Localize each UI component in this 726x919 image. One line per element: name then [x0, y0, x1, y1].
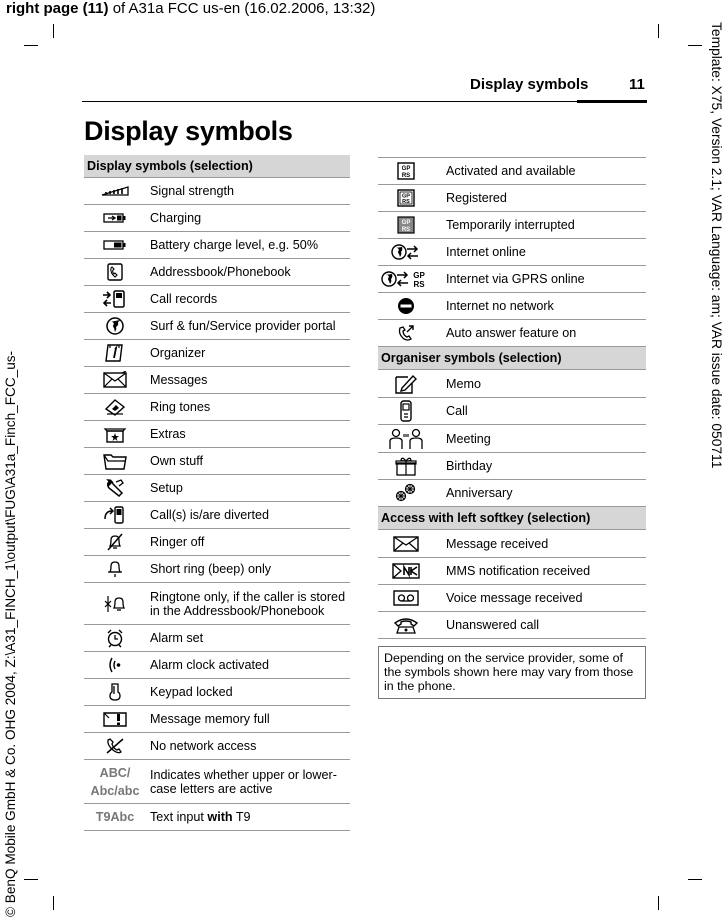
mms-notification-icon [378, 563, 434, 579]
table-row [378, 320, 646, 347]
table-row [84, 340, 350, 367]
page-title: Display symbols [84, 116, 293, 146]
row-label: Unanswered call [446, 618, 540, 632]
call-icon [378, 400, 434, 422]
row-label: Activated and available [446, 164, 576, 178]
print-meta: right page (11) of A31a FCC us-en (16.02.2006, 13:32) [6, 0, 376, 17]
row-label [146, 810, 350, 824]
row-label: Charging [150, 211, 202, 225]
row-label: Signal strength [150, 184, 235, 198]
table-row [378, 480, 646, 507]
section-header: Access with left softkey (selection) [378, 507, 646, 530]
table-row [378, 212, 646, 239]
table-row [378, 530, 646, 558]
svg-text:GP: GP [401, 220, 411, 226]
table-row [84, 367, 350, 394]
row-label: Keypad locked [150, 685, 233, 699]
table-row [378, 398, 646, 425]
table-row [84, 804, 350, 831]
row-label: Surf & fun/Service provider portal [150, 319, 336, 333]
memo-icon [378, 373, 434, 395]
table-row [378, 370, 646, 398]
svg-text:GP: GP [413, 271, 425, 280]
organizer-icon [84, 343, 146, 363]
row-label: Internet online [446, 245, 526, 259]
extras-icon [84, 424, 146, 444]
call-diverted-icon [84, 505, 146, 525]
short-ring-icon [84, 559, 146, 579]
table-row [84, 679, 350, 706]
row-label: Extras [150, 427, 186, 441]
crop-mark [24, 879, 38, 880]
row-label: Memo [446, 376, 481, 391]
row-label: Short ring (beep) only [150, 562, 272, 576]
charging-icon [84, 212, 146, 224]
table-row [84, 733, 350, 760]
header-rule [82, 101, 577, 102]
row-label: Ringer off [150, 535, 205, 549]
table-row [84, 448, 350, 475]
memory-full-icon [84, 710, 146, 728]
table-row [84, 583, 350, 625]
table-row [84, 232, 350, 259]
header-rule-thick [577, 100, 647, 103]
call-records-icon [84, 289, 146, 309]
keypad-locked-icon [84, 682, 146, 702]
row-label: Auto answer feature on [446, 326, 577, 340]
copyright-info: © BenQ Mobile GmbH & Co. OHG 2004, Z:\A31_FINCH_1\output\FUG\A31a_Finch_FCC_us- [3, 350, 18, 917]
crop-mark [658, 896, 659, 910]
running-header-title: Display symbols [470, 76, 589, 93]
row-label: Temporarily interrupted [446, 218, 575, 232]
row-label: Organizer [150, 346, 206, 360]
table-row [378, 158, 646, 185]
row-label: Voice message received [446, 591, 583, 605]
section-header: Display symbols (selection) [84, 155, 350, 178]
row-label: Message memory full [150, 712, 270, 726]
row-label: Meeting [446, 431, 491, 446]
voice-message-icon [378, 590, 434, 606]
svg-text:RS: RS [413, 280, 425, 289]
row-label: Internet no network [446, 299, 554, 313]
row-label: Registered [446, 191, 507, 205]
message-received-icon [378, 536, 434, 552]
no-network-icon [84, 736, 146, 756]
row-label: Alarm set [150, 631, 204, 645]
svg-text:GP: GP [401, 166, 411, 172]
row-label: Indicates whether upper or lower-case letters are active [150, 767, 337, 796]
table-row [84, 556, 350, 583]
crop-mark [688, 879, 702, 880]
case-indicator-upper: ABC/ [99, 765, 131, 780]
row-label: Battery charge level, e.g. 50% [150, 238, 319, 252]
meeting-icon [378, 428, 434, 450]
unanswered-call-icon [378, 616, 434, 634]
messages-icon [84, 371, 146, 389]
row-label: Birthday [446, 459, 493, 473]
table-row [84, 475, 350, 502]
t9-indicator-icon [84, 808, 146, 826]
globe-icon [84, 316, 146, 336]
own-stuff-icon [84, 451, 146, 471]
row-label: Anniversary [446, 486, 513, 500]
ringer-off-icon [84, 532, 146, 552]
row-label: Call [446, 404, 468, 418]
table-row [84, 394, 350, 421]
gprs-available-icon [378, 162, 434, 180]
label-part: Text input [150, 810, 208, 824]
table-row [84, 706, 350, 733]
setup-icon [84, 478, 146, 498]
table-row [84, 178, 350, 205]
table-row [84, 652, 350, 679]
table-row [84, 286, 350, 313]
gprs-interrupted-icon [378, 216, 434, 234]
crop-mark [24, 45, 38, 46]
table-row [378, 185, 646, 212]
table-row [378, 293, 646, 320]
gprs-registered-icon [378, 189, 434, 207]
crop-mark [688, 45, 702, 46]
battery-level-icon [84, 239, 146, 251]
svg-text:RS: RS [401, 173, 411, 179]
table-row [378, 453, 646, 480]
table-row [84, 529, 350, 556]
row-label: Ringtone only, if the caller is stored in the Addressbook/Phonebook [150, 589, 346, 618]
ringtone-stored-icon [84, 594, 146, 614]
svg-text:RS: RS [402, 199, 410, 205]
row-label: Call records [150, 292, 218, 306]
row-label: Messages [150, 373, 208, 387]
row-label: Message received [446, 536, 549, 551]
label-part: T9 [232, 810, 251, 824]
table-row [378, 558, 646, 585]
alarm-active-icon [84, 655, 146, 675]
row-label: Alarm clock activated [150, 658, 269, 672]
row-label: Internet via GPRS online [446, 272, 585, 286]
table-row [84, 760, 350, 804]
anniversary-icon [378, 483, 434, 503]
row-label: MMS notification received [446, 564, 591, 578]
internet-no-network-icon [378, 297, 434, 315]
table-row [84, 421, 350, 448]
table-row [378, 425, 646, 453]
case-indicator-icon [84, 764, 146, 800]
page-number: 11 [629, 76, 645, 93]
t9-indicator-text: T9Abc [95, 810, 135, 824]
table-row [378, 612, 646, 639]
alarm-set-icon [84, 628, 146, 648]
display-symbols-table [84, 155, 350, 831]
right-symbols-table [378, 157, 646, 639]
phonebook-icon [84, 262, 146, 282]
ring-tones-icon [84, 397, 146, 417]
template-info: Template: X75, Version 2.1; VAR Language: am; VAR issue date: 050711 [709, 22, 724, 469]
internet-gprs-icon [378, 269, 434, 289]
crop-mark [53, 24, 54, 38]
table-row [378, 239, 646, 266]
internet-online-icon [378, 242, 434, 262]
signal-strength-icon [84, 185, 146, 197]
birthday-icon [378, 456, 434, 476]
table-row [84, 625, 350, 652]
table-row [84, 502, 350, 529]
svg-text:RS: RS [401, 227, 411, 233]
row-label: Call(s) is/are diverted [150, 508, 269, 522]
row-label: Setup [150, 481, 183, 495]
row-label: Ring tones [150, 400, 211, 414]
table-row [84, 313, 350, 340]
row-label: Own stuff [150, 454, 203, 468]
table-row [378, 585, 646, 612]
crop-mark [658, 24, 659, 38]
svg-text:GP: GP [402, 193, 410, 200]
case-indicator-mixed: Abc/abc [90, 783, 140, 798]
table-row [378, 266, 646, 293]
table-row [84, 205, 350, 232]
crop-mark [53, 896, 54, 910]
row-label: No network access [150, 739, 257, 753]
auto-answer-icon [378, 323, 434, 343]
row-label: Addressbook/Phonebook [150, 265, 291, 279]
section-header: Organiser symbols (selection) [378, 347, 646, 370]
table-row [84, 259, 350, 286]
label-part-bold: with [207, 810, 233, 824]
provider-note: Depending on the service provider, some of the symbols shown here may vary from those in the phone. [378, 646, 646, 699]
